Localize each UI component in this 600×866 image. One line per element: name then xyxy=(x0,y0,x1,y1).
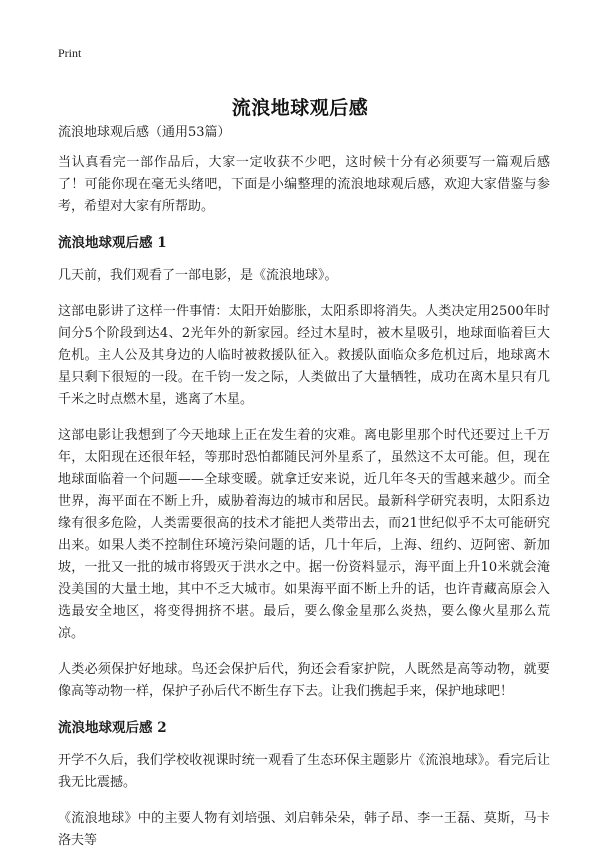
section-1-paragraph-3: 这部电影让我想到了今天地球上正在发生着的灾难。离电影里那个时代还要过上千万年，太阳现在还很年轻，等那时恐怕都随民河外星系了，虽然这不太可能。但，现在地球面临着一个问题——全球变暖。就拿迁安来说，近几年冬天的雪越来越少。而全世界，海平面在不断上升，威胁着海边的城市和居民。最新科学研究表明，太阳系边缘有很多危险，人类需要很高的技术才能把人类带出去，而21世纪似乎不太可能研究出来。如果人类不控制住环境污染问题的话，几十年后，上海、纽约、迈阿密、新加坡，一批又一批的城市将毁灭于洪水之中。据一份资料显示，海平面上升10米就会淹没美国的大量土地，其中不乏大城市。如果海平面不断上升的话，也许青藏高原会入选最安全地区，将变得拥挤不堪。最后，要么像金星那么炎热，要么像火星那么荒凉。 xyxy=(58,428,550,641)
page-title: 流浪地球观后感 xyxy=(231,96,369,119)
article-body xyxy=(58,122,550,866)
section-heading-2: 流浪地球观后感 2 xyxy=(58,720,167,736)
intro-paragraph: 当认真看完一部作品后，大家一定收获不少吧，这时候十分有必须要写一篇观后感了！可能你现在毫无头绪吧，下面是小编整理的流浪地球观后感，欢迎大家借鉴与参考，希望对大家有所帮助。 xyxy=(58,155,550,214)
section-1-paragraph-4: 人类必须保护好地球。鸟还会保护后代，狗还会看家护院，人既然是高等动物，就要像高等动物一样，保护子孙后代不断生存下去。让我们携起手来，保护地球吧！ xyxy=(58,662,550,699)
section-1-paragraph-2: 这部电影讲了这样一件事情：太阳开始膨胀，太阳系即将消失。人类决定用2500年时间分5个阶段到达4、2光年外的新家园。经过木星时，被木星吸引，地球面临着巨大危机。主人公及其身边的人临时被救援队征入。救援队面临众多危机过后，地球离木星只剩下很短的一段。在千钧一发之际，人类做出了大量牺牲，成功在离木星只有几千米之时点燃木星，逃离了木星。 xyxy=(58,304,550,407)
section-1-paragraph-1: 几天前，我们观看了一部电影，是《流浪地球》。 xyxy=(58,268,338,283)
section-heading-1: 流浪地球观后感 1 xyxy=(58,235,167,251)
section-2-paragraph-1: 开学不久后，我们学校收视课时统一观看了生态环保主题影片《流浪地球》。看完后让我无比震撼。 xyxy=(58,753,550,790)
article-subtitle: 流浪地球观后感（通用53篇） xyxy=(58,125,231,140)
section-2-paragraph-2: 《流浪地球》中的主要人物有刘培强、刘启韩朵朵，韩子昂、李一王磊、莫斯，马卡洛夫等 xyxy=(58,811,550,848)
print-link[interactable]: Print xyxy=(58,46,82,60)
